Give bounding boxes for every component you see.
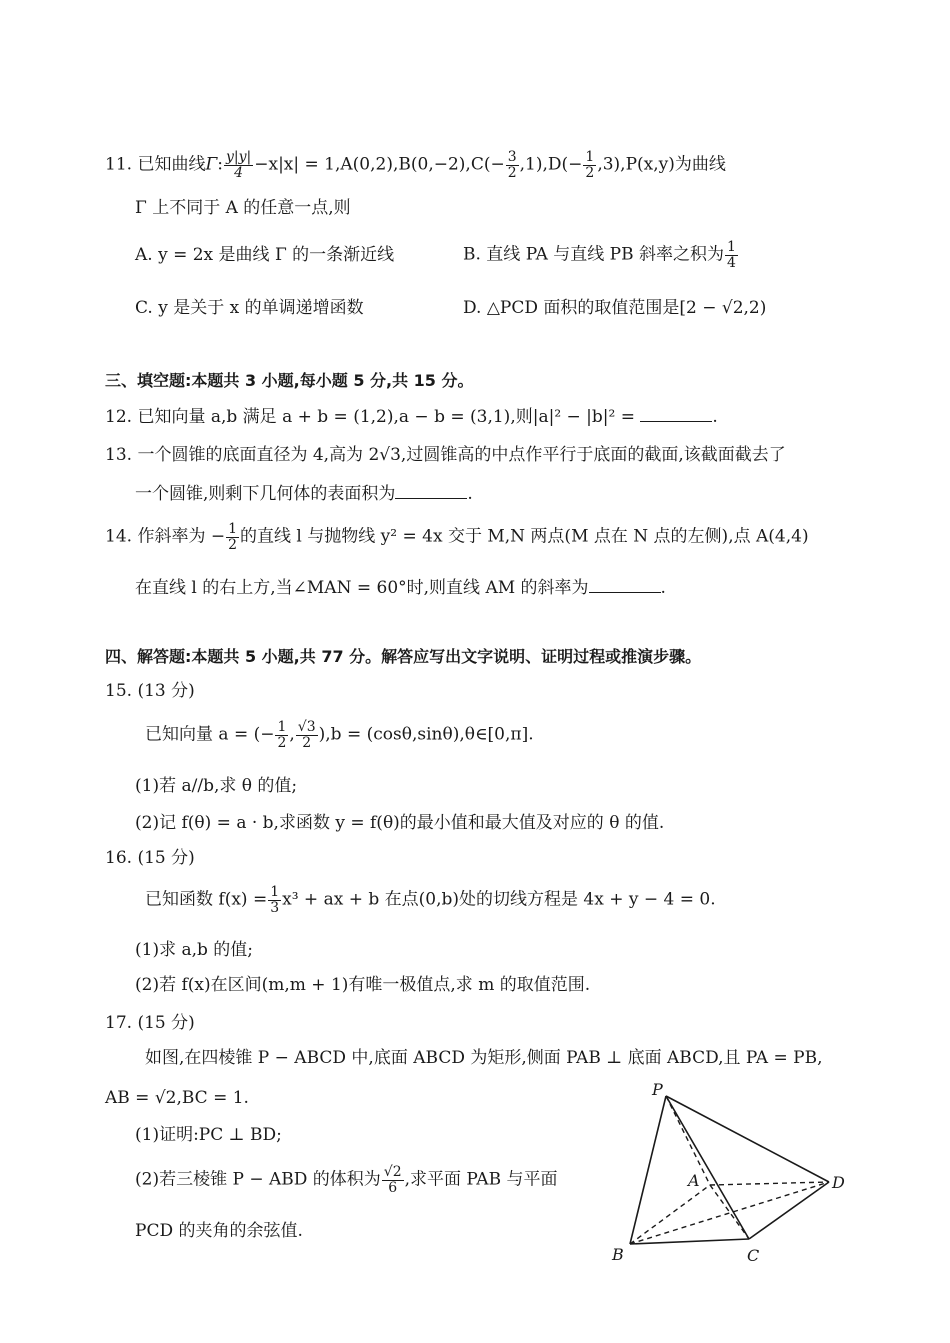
q17-line2: AB = √2,BC = 1. xyxy=(105,1088,249,1108)
q13-line2: 一个圆锥,则剩下几何体的表面积为 . xyxy=(135,484,473,504)
q14-line2: 在直线 l 的右上方,当∠MAN = 60°时,则直线 AM 的斜率为 . xyxy=(135,578,666,598)
q13-blank xyxy=(395,484,467,499)
q16-part2: (2)若 f(x)在区间(m,m + 1)有唯一极值点,求 m 的取值范围. xyxy=(135,975,591,995)
q17-part2: (2)若三棱锥 P − ABD 的体积为 $\frac{√2}{6}$ ,求平面 PAB 与平面 xyxy=(135,1164,558,1196)
edge-AD xyxy=(710,1182,829,1185)
q11-option-c: C. y 是关于 x 的单调递增函数 xyxy=(135,298,364,318)
q15-part2: (2)记 f(θ) = a · b,求函数 y = f(θ)的最小值和最大值及对应的 θ 的值. xyxy=(135,813,665,833)
q11-line2: Γ 上不同于 A 的任意一点,则 xyxy=(135,198,351,218)
section4-title: 四、解答题:本题共 5 小题,共 77 分。解答应写出文字说明、证明过程或推演步骤。 xyxy=(105,647,702,666)
q12-blank xyxy=(640,407,712,422)
q17-part1: (1)证明:PC ⊥ BD; xyxy=(135,1125,282,1145)
label-A: A xyxy=(688,1171,700,1190)
q15-statement: 已知向量 a = (− $\frac{1}{2}$ , $\frac{√3}{2}$ ),b = (cosθ,sinθ),θ∈[0,π]. xyxy=(145,719,534,751)
edge-AC xyxy=(710,1185,749,1239)
q16-part1: (1)求 a,b 的值; xyxy=(135,940,254,960)
pyramid-figure xyxy=(600,1075,850,1275)
q15-head: 15. (13 分) xyxy=(105,681,195,701)
q17-part2-line2: PCD 的夹角的余弦值. xyxy=(135,1221,303,1241)
q11-line1: 11. 已知曲线Γ: $\frac{y|y|}{4}$ −x|x| = 1,A(0,2),B(0,−2),C(− $\frac{3}{2}$ ,1),D(− $\frac{1}{2}$ ,3),P(x,y)为曲线 xyxy=(105,149,726,181)
q13-line1: 13. 一个圆锥的底面直径为 4,高为 2√3,过圆锥高的中点作平行于底面的截面,该截面截去了 xyxy=(105,445,786,465)
q11-fraction: $\frac{y|y|}{4}$ xyxy=(225,149,252,181)
edge-BD xyxy=(630,1182,829,1244)
q16-statement: 已知函数 f(x) = $\frac{1}{3}$ x³ + ax + b 在点(0,b)处的切线方程是 4x + y − 4 = 0. xyxy=(145,884,716,916)
edge-BC xyxy=(630,1239,749,1244)
q12: 12. 已知向量 a,b 满足 a + b = (1,2),a − b = (3,1),则|a|² − |b|² = . xyxy=(105,407,718,427)
q11-option-b: B. 直线 PA 与直线 PB 斜率之积为 $\frac{1}{4}$ xyxy=(463,239,736,271)
label-D: D xyxy=(832,1173,845,1192)
q17-head: 17. (15 分) xyxy=(105,1013,195,1033)
q14-line1: 14. 作斜率为 − $\frac{1}{2}$ 的直线 l 与抛物线 y² = 4x 交于 M,N 两点(M 点在 N 点的左侧),点 A(4,4) xyxy=(105,521,809,553)
edge-CD xyxy=(749,1182,829,1239)
q14-blank xyxy=(589,578,661,593)
q16-head: 16. (15 分) xyxy=(105,848,195,868)
q11-number: 11. xyxy=(105,154,133,175)
section3-title: 三、填空题:本题共 3 小题,每小题 5 分,共 15 分。 xyxy=(105,371,474,390)
q11-option-a: A. y = 2x 是曲线 Γ 的一条渐近线 xyxy=(135,245,395,265)
label-C: C xyxy=(747,1246,760,1265)
label-P: P xyxy=(652,1080,663,1099)
q15-part1: (1)若 a//b,求 θ 的值; xyxy=(135,776,298,796)
label-B: B xyxy=(612,1245,624,1264)
q17-line1: 如图,在四棱锥 P − ABCD 中,底面 ABCD 为矩形,侧面 PAB ⊥ 底面 ABCD,且 PA = PB, xyxy=(145,1048,823,1068)
q11-option-d: D. △PCD 面积的取值范围是[2 − √2,2) xyxy=(463,298,767,318)
